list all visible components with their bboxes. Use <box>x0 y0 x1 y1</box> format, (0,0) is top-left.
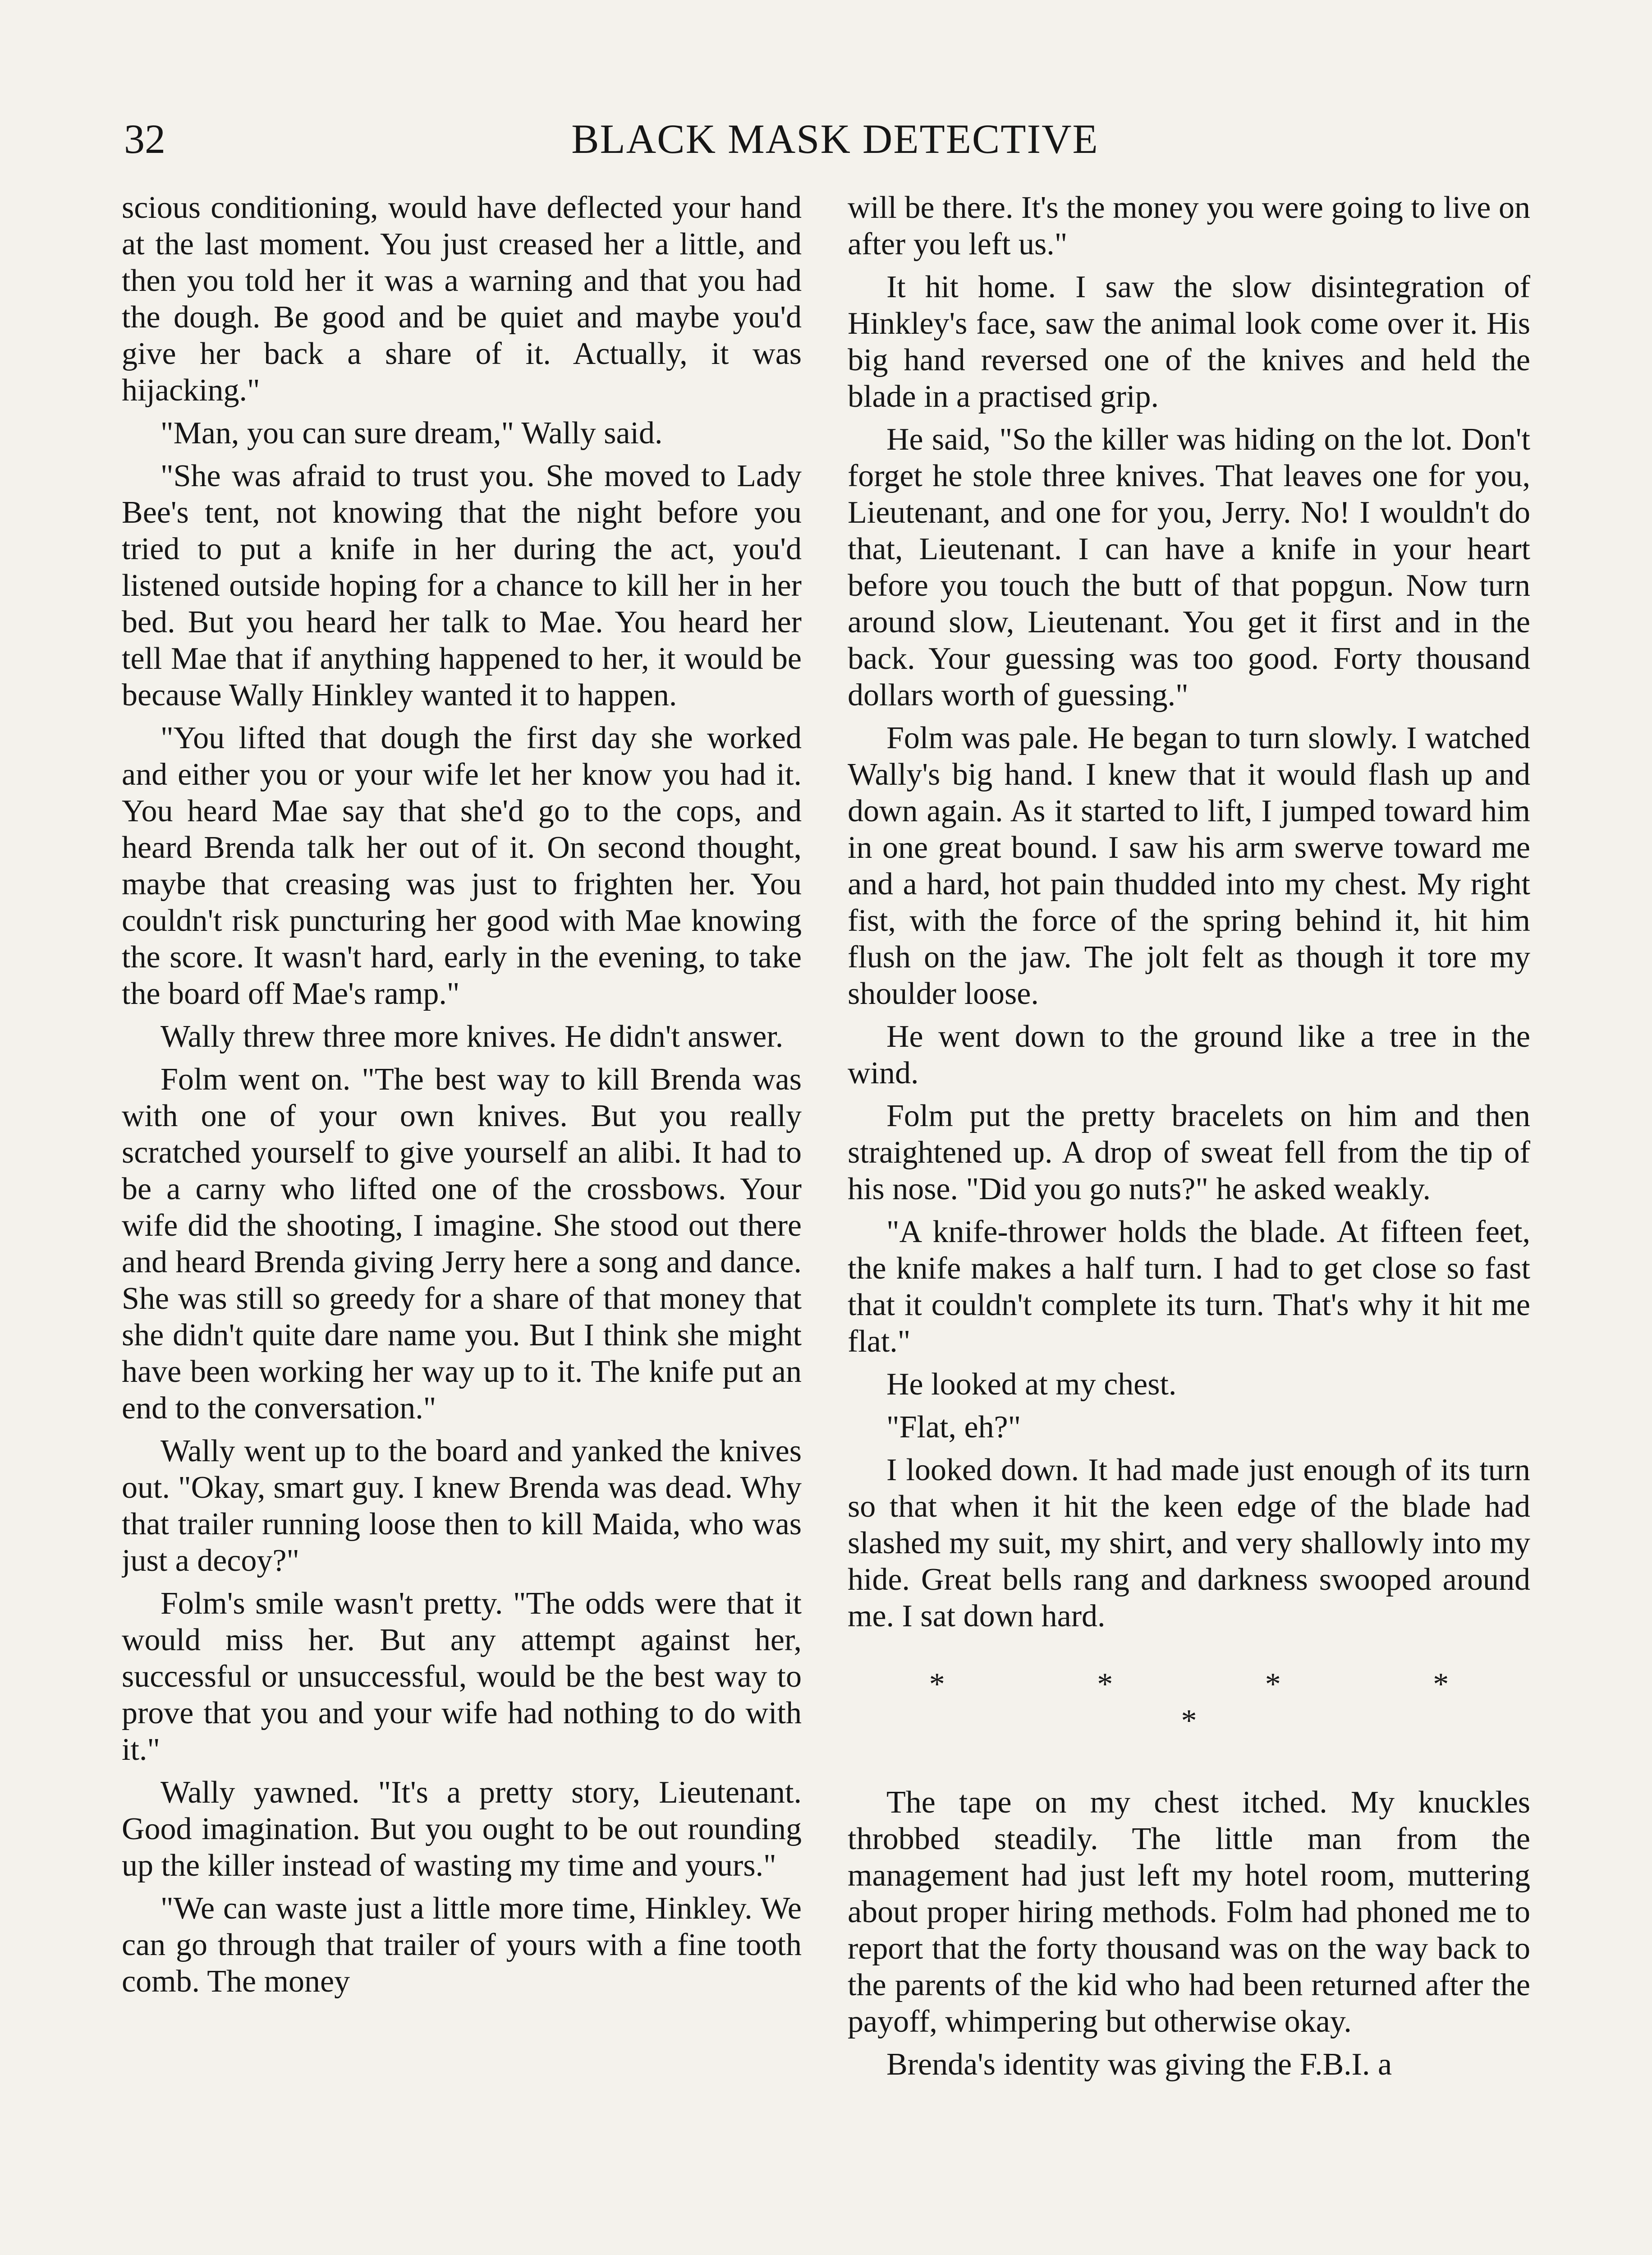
paragraph: Folm went on. "The best way to kill Brenda was with one of your own knives. But you really scratched yourself to give yourself an alibi. It had to be a carny who lifted one of the crossbows. Your wife did the shooting, I imagine. She stood out there and heard Brenda giving Jerry here a song and dance. She was still so greedy for a share of that money that she didn't quite dare name you. But I think she might have been working her way up to it. The knife put an end to the conversation." <box>122 1062 802 1426</box>
paragraph: Wally went up to the board and yanked the knives out. "Okay, smart guy. I knew Brenda was dead. Why that trailer running loose then to kill Maida, who was just a decoy?" <box>122 1434 802 1578</box>
paragraph: will be there. It's the money you were going to live on after you left us." <box>848 190 1530 262</box>
paragraph: Folm's smile wasn't pretty. "The odds were that it would miss her. But any attempt against her, successful or unsuccessful, would be the best way to prove that you and your wife had nothing to do with it." <box>122 1586 802 1767</box>
paragraph: "A knife-thrower holds the blade. At fifteen feet, the knife makes a half turn. I had to get close so fast that it couldn't complete its turn. That's why it hit me flat." <box>848 1215 1530 1359</box>
paragraph: "Flat, eh?" <box>886 1410 1021 1445</box>
paragraph: Folm put the pretty bracelets on him and then straightened up. A drop of sweat fell from the tip of his nose. "Did you go nuts?" he asked weakly. <box>848 1099 1530 1206</box>
paragraph: It hit home. I saw the slow disintegration of Hinkley's face, saw the animal look come over it. His big hand reversed one of the knives and held the blade in a practised grip. <box>848 270 1530 414</box>
section-break: * * * * * <box>929 1667 1521 1738</box>
running-title: BLACK MASK DETECTIVE <box>571 116 1099 162</box>
paragraph: scious conditioning, would have deflected your hand at the last moment. You just creased her a little, and then you told her it was a warning and that you had the dough. Be good and be quiet and maybe you'd give her back a share of it. Actually, it was hijacking." <box>122 190 802 408</box>
paragraph: He looked at my chest. <box>886 1367 1177 1402</box>
paragraph: The tape on my chest itched. My knuckles throbbed steadily. The little man from the management had just left my hotel room, muttering about proper hiring methods. Folm had phoned me to report that the forty thousand was on the way back to the parents of the kid who had been returned after the payoff, whimpering but otherwise okay. <box>848 1785 1530 2039</box>
paragraph: "We can waste just a little more time, Hinkley. We can go through that trailer of yours with a fine tooth comb. The money <box>122 1891 802 1999</box>
paragraph: Folm was pale. He began to turn slowly. I watched Wally's big hand. I knew that it would flash up and down again. As it started to lift, I jumped toward him in one great bound. I saw his arm swerve toward me and a hard, hot pain thudded into my chest. My right fist, with the force of the spring behind it, hit him flush on the jaw. The jolt felt as though it tore my shoulder loose. <box>848 721 1530 1011</box>
page-number: 32 <box>124 116 165 162</box>
paragraph: "You lifted that dough the first day she worked and either you or your wife let her know you had it. You heard Mae say that she'd go to the cops, and heard Brenda talk her out of it. On second thought, maybe that creasing was just to frighten her. You couldn't risk puncturing her good with Mae knowing the score. It wasn't hard, early in the evening, to take the board off Mae's ramp." <box>122 721 802 1011</box>
paragraph: "Man, you can sure dream," Wally said. <box>161 416 663 451</box>
paragraph: He went down to the ground like a tree in the wind. <box>848 1019 1530 1091</box>
left-column <box>122 189 802 2255</box>
right-column <box>848 189 1530 2255</box>
paragraph: He said, "So the killer was hiding on the lot. Don't forget he stole three knives. That leaves one for you, Lieutenant, and one for you, Jerry. No! I wouldn't do that, Lieutenant. I can have a knife in your heart before you touch the butt of that popgun. Now turn around slow, Lieutenant. You get it first and in the back. Your guessing was too good. Forty thousand dollars worth of guessing." <box>848 422 1530 713</box>
paragraph: Wally threw three more knives. He didn't answer. <box>161 1019 784 1054</box>
paragraph: Brenda's identity was giving the F.B.I. a <box>886 2047 1392 2082</box>
paragraph: "She was afraid to trust you. She moved to Lady Bee's tent, not knowing that the night before you tried to put a knife in her during the act, you'd listened outside hoping for a chance to kill her in her bed. But you heard her talk to Mae. You heard her tell Mae that if anything happened to her, it would be because Wally Hinkley wanted it to happen. <box>122 459 802 713</box>
paragraph: Wally yawned. "It's a pretty story, Lieutenant. Good imagination. But you ought to be out rounding up the killer instead of wasting my time and yours." <box>122 1775 802 1883</box>
paragraph: I looked down. It had made just enough of its turn so that when it hit the keen edge of the blade had slashed my suit, my shirt, and very shallowly into my hide. Great bells rang and darkness swooped around me. I sat down hard. <box>848 1453 1530 1634</box>
